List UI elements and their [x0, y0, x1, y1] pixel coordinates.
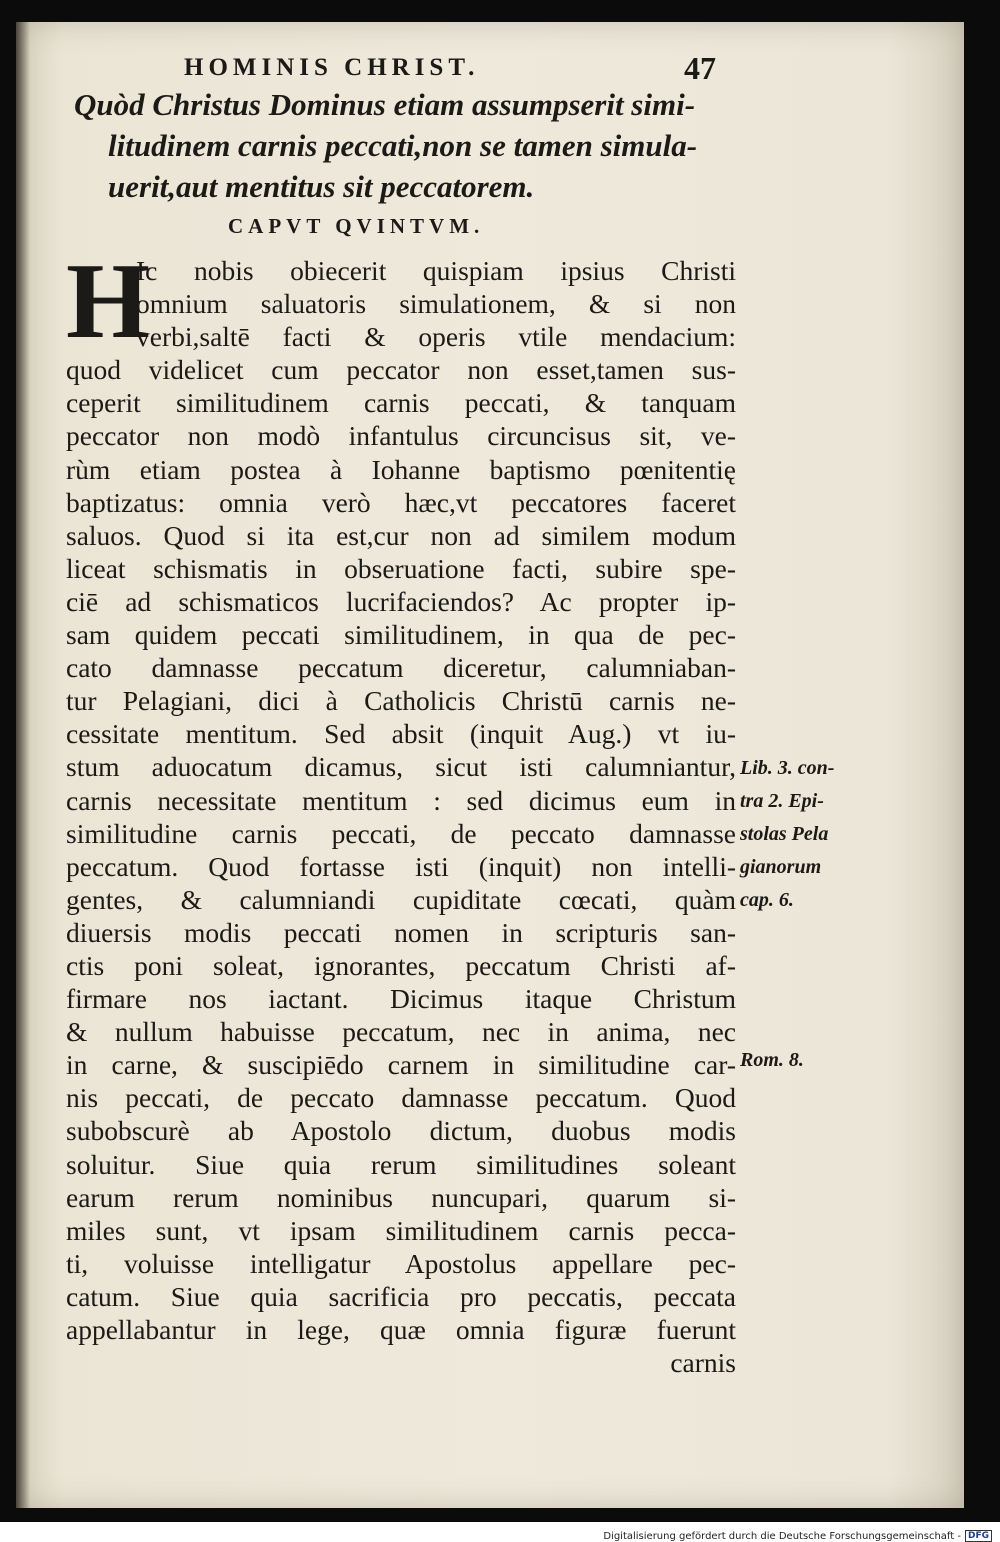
text-line: liceat schismatis in obseruatione facti, subire spe- [66, 552, 736, 584]
marginal-note-line: tra 2. Epi- [740, 790, 824, 812]
text-line: nis peccati, de peccato damnasse peccatum. Quod [66, 1082, 736, 1114]
text-line: cessitate mentitum. Sed absit (inquit Aug.) vt iu- [66, 718, 736, 750]
text-line: quod videlicet cum peccator non esset,tamen sus- [66, 354, 736, 386]
marginal-note-line: cap. 6. [740, 889, 794, 911]
marginal-note [740, 1044, 804, 1077]
text-line: carnis necessitate mentitum : sed dicimus eum in [66, 784, 736, 816]
book-page [16, 22, 964, 1508]
text-line: subobscurè ab Apostolo dictum, duobus modis [66, 1115, 736, 1147]
marginal-note-line: Lib. 3. con- [740, 757, 835, 779]
body-text [66, 242, 736, 1379]
digitization-credit [603, 1530, 992, 1542]
chapter-title [74, 84, 754, 207]
text-line: earum rerum nominibus nuncupari, quarum si- [66, 1181, 736, 1213]
text-line: appellabantur in lege, quæ omnia figuræ fuerunt [66, 1314, 736, 1345]
marginal-note-line: stolas Pela [740, 823, 829, 845]
chapter-title-line: Quòd Christus Dominus etiam assumpserit simi- [74, 87, 696, 122]
page-number: 47 [684, 50, 716, 86]
text-line: verbi,saltē facti & operis vtile mendacium: [136, 321, 736, 353]
text-line: ti, voluisse intelligatur Apostolus appellare pec- [66, 1247, 736, 1279]
text-line: baptizatus: omnia verò hæc,vt peccatores faceret [66, 486, 736, 518]
text-line: similitudine carnis peccati, de peccato damnasse [66, 817, 736, 849]
text-line: sam quidem peccati similitudinem, in qua de pec- [66, 619, 736, 651]
text-line: ceperit similitudinem carnis peccati, & tanquam [66, 387, 736, 419]
chapter-title-line: uerit,aut mentitus sit peccatorem. [108, 169, 535, 204]
text-line: firmare nos iactant. Dicimus itaque Christum [66, 983, 736, 1015]
drop-capital: H [66, 242, 151, 361]
credit-text: Digitalisierung gefördert durch die Deutsche Forschungsgemeinschaft - [603, 1530, 961, 1542]
text-line: soluitur. Siue quia rerum similitudines soleant [66, 1148, 736, 1180]
text-line: Ic nobis obiecerit quispiam ipsius Christi [136, 255, 736, 286]
text-line: omnium saluatoris simulationem, & si non [136, 288, 736, 320]
catchword: carnis [670, 1347, 736, 1379]
text-line: catum. Siue quia sacrificia pro peccatis, peccata [66, 1280, 736, 1312]
chapter-title-line: litudinem carnis peccati,non se tamen simula- [108, 128, 698, 163]
text-line: saluos. Quod si ita est,cur non ad similem modum [66, 519, 736, 551]
text-line: miles sunt, vt ipsam similitudinem carnis pecca- [66, 1214, 736, 1246]
text-line: ctis poni soleat, ignorantes, peccatum Christi af- [66, 949, 736, 981]
text-line: diuersis modis peccati nomen in scripturis san- [66, 916, 736, 948]
chapter-heading: CAPVT QVINTVM. [228, 214, 485, 238]
dfg-logo: DFG [965, 1530, 992, 1542]
marginal-note-line: Rom. 8. [740, 1049, 804, 1071]
text-line: gentes, & calumniandi cupiditate cœcati, quàm [66, 883, 736, 915]
text-line: & nullum habuisse peccatum, nec in anima, nec [66, 1016, 736, 1048]
text-line: peccator non modò infantulus circuncisus sit, ve- [66, 420, 736, 452]
text-line: tur Pelagiani, dici à Catholicis Christū carnis ne- [66, 685, 736, 717]
text-line: in carne, & suscipiēdo carnem in similitudine car- [66, 1049, 736, 1081]
text-line: peccatum. Quod fortasse isti (inquit) non intelli- [66, 850, 736, 882]
marginal-note-line: gianorum [740, 856, 822, 878]
text-line: cato damnasse peccatum diceretur, calumniaban- [66, 652, 736, 684]
text-line: rùm etiam postea à Iohanne baptismo pœnitentię [66, 453, 736, 485]
marginal-note [740, 752, 834, 917]
running-head: HOMINIS CHRIST. [184, 54, 480, 81]
text-line: ciē ad schismaticos lucrifaciendos? Ac propter ip- [66, 585, 736, 617]
text-line: stum aduocatum dicamus, sicut isti calumniantur, [66, 751, 736, 783]
